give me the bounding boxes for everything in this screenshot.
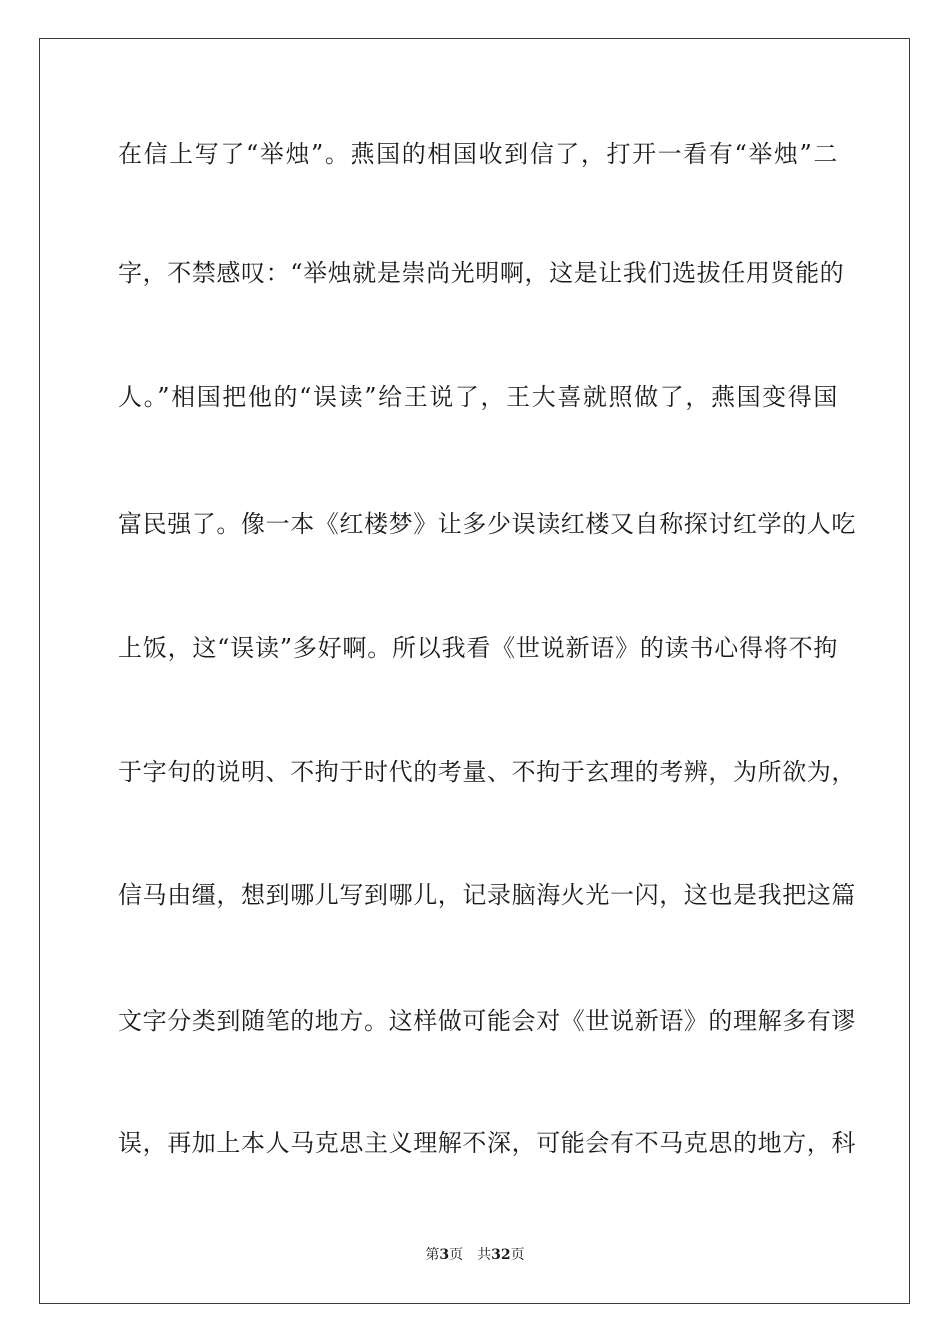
page-border — [39, 38, 910, 1304]
text-line: 于字句的说明、不拘于时代的考量、不拘于玄理的考辨，为所欲为， — [118, 758, 856, 786]
text-line: 信马由缰，想到哪儿写到哪儿，记录脑海火光一闪，这也是我把这篇 — [118, 881, 856, 909]
total-prefix: 共 — [477, 1247, 492, 1263]
total-pages: 32 — [491, 1247, 511, 1263]
text-line: 富民强了。像一本《红楼梦》让多少误读红楼又自称探讨红学的人吃 — [118, 510, 856, 538]
page-prefix: 第 — [425, 1247, 440, 1263]
text-line: 文字分类到随笔的地方。这样做可能会对《世说新语》的理解多有谬 — [118, 1007, 856, 1035]
text-line: 人。”相国把他的“误读”给王说了，王大喜就照做了，燕国变得国 — [118, 383, 838, 411]
text-line: 在信上写了“举烛”。燕国的相国收到信了，打开一看有“举烛”二 — [118, 140, 838, 168]
text-line: 误，再加上本人马克思主义理解不深，可能会有不马克思的地方，科 — [118, 1129, 856, 1157]
total-suffix: 页 — [510, 1247, 525, 1263]
page-suffix: 页 — [449, 1247, 464, 1263]
page-footer — [0, 1246, 950, 1264]
page-number: 3 — [439, 1247, 450, 1263]
text-line: 字，不禁感叹：“举烛就是崇尚光明啊，这是让我们选拔任用贤能的 — [118, 259, 845, 287]
text-line: 上饭，这“误读”多好啊。所以我看《世说新语》的读书心得将不拘 — [118, 634, 838, 662]
